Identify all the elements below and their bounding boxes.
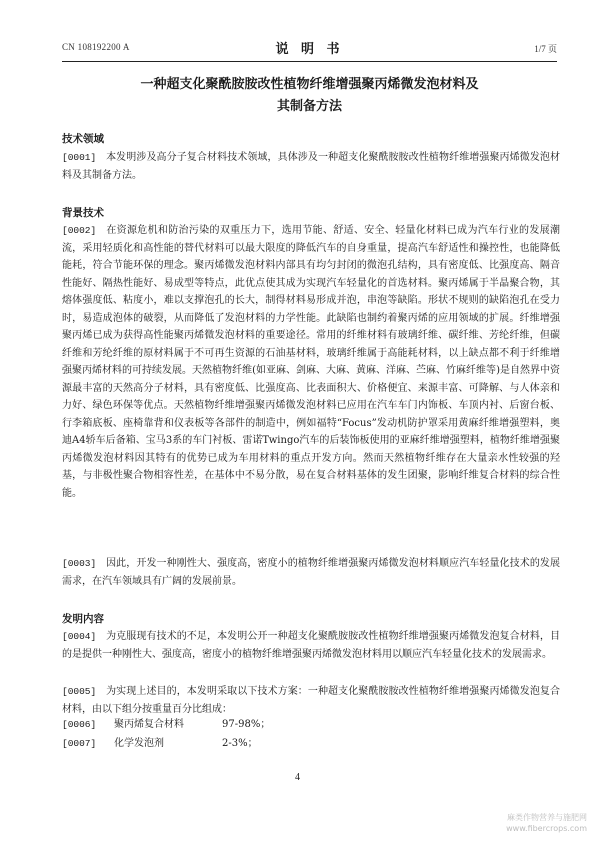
watermark-url: www.fibercrops.com [506, 824, 587, 833]
title-line-2: 其制备方法 [276, 99, 342, 114]
paragraph-text: 在资源危机和防治污染的双重压力下，选用节能、舒适、安全、轻量化材料已成为汽车行业的发展潮流，采用轻质化和高性能的替代材料可以最大限度的降低汽车的自身重量，提高汽车舒适性和操控性，也能降低能耗，符合节能环保的理念。聚丙烯微发泡材料内部具有均匀封闭的微泡孔结构，具有密度低、比强度高、隔音性能好、隔热性能好、易成型等特点，此优点使其成为实现汽车轻量化的首选材料。聚丙烯属于半晶聚合物，其熔体强度低、粘度小，难以支撑泡孔的长大，制得材料易形成并泡，串泡等缺陷。形状不规则的缺陷泡孔在受力时，易造成泡体的破裂，从而降低了发泡材料的力学性能。此缺陷也制约着聚丙烯的应用领域的扩展。纤维增强聚丙烯已成为获得高性能聚丙烯微发泡材料的重要途径。常用的纤维材料有玻璃纤维、碳纤维、芳纶纤维，但碳纤维和芳纶纤维的原材料属于不可再生资源的石油基材料，玻璃纤维属于高能耗材料，以上缺点都不利于纤维增强聚丙烯材料的可持续发展。天然植物纤维(如亚麻、剑麻、大麻、黄麻、洋麻、苎麻、竹麻纤维等)是自然界中资源最丰富的天然高分子材料，具有密度低、比强度高、比表面积大、价格便宜、来源丰富、可降解、与人体亲和力好、绿色环保等优点。天然植物纤维增强聚丙烯微发泡材料已应用在汽车车门内饰板、车顶内衬、后窗台板、行李箱底板、座椅靠背和仪表板等各部件的制造中，例如福特“Focus”发动机防护罩采用黄麻纤维增强塑料，奥迪A4轿车后备箱、宝马3系的车门衬板、雷诺Twingo汽车的后装饰板使用的亚麻纤维增强塑料，植物纤维增强聚丙烯微发泡材料因其特有的优势已成为车用材料的重点开发方向。然而天然植物纤维存在大量亲水性较强的羟基，与非极性聚合物相容性差，在基体中不易分散，易在复合材料基体的发生团聚，影响纤维复合材料的综合性能。 [62, 225, 560, 499]
component-percentage: 2-3%； [222, 738, 258, 749]
paragraph-0002 [62, 222, 560, 502]
paragraph-text: 本发明涉及高分子复合材料技术领域，具体涉及一种超支化聚酰胺胺改性植物纤维增强聚丙烯微发泡材料及其制备方法。 [62, 152, 560, 181]
title-line-1: 一种超支化聚酰胺胺改性植物纤维增强聚丙烯微发泡材料及 [140, 77, 479, 92]
page-number: 4 [295, 772, 300, 783]
paragraph-text: 为克服现有技术的不足，本发明公开一种超支化聚酰胺胺改性植物纤维增强聚丙烯微发泡复合材料，目的是提供一种刚性大、强度高，密度小的植物纤维增强聚丙烯微发泡材料用以顺应汽车轻量化技术的发展需求。 [62, 631, 560, 660]
section-heading-background: 背景技术 [62, 207, 104, 219]
component-percentage: 97-98%； [222, 719, 271, 730]
document-title [62, 74, 557, 118]
paragraph-0004 [62, 628, 560, 663]
paragraph-0007 [62, 735, 258, 753]
paragraph-0005 [62, 683, 560, 718]
paragraph-number: [0002] [62, 225, 97, 236]
paragraph-number: [0006] [62, 719, 97, 730]
paragraph-number: [0001] [62, 152, 97, 163]
component-name: 化学发泡剂 [114, 738, 164, 749]
paragraph-0006 [62, 716, 270, 734]
paragraph-0003 [62, 555, 560, 590]
page-indicator: 1/7 页 [534, 44, 557, 54]
document-type: 说 明 书 [275, 42, 344, 57]
watermark-site-name: 麻类作物营养与施肥网 [507, 813, 587, 822]
patent-number: CN 108192200 A [62, 42, 130, 52]
component-name: 聚丙烯复合材料 [114, 719, 184, 730]
section-heading-tech-field: 技术领域 [62, 133, 104, 145]
paragraph-text: 因此，开发一种刚性大、强度高，密度小的植物纤维增强聚丙烯微发泡材料顺应汽车轻量化技术的发展需求，在汽车领域具有广阔的发展前景。 [62, 558, 560, 587]
paragraph-number: [0007] [62, 738, 97, 749]
paragraph-number: [0004] [62, 631, 97, 642]
paragraph-number: [0003] [62, 558, 97, 569]
section-heading-summary: 发明内容 [62, 613, 104, 625]
paragraph-text: 为实现上述目的，本发明采取以下技术方案：一种超支化聚酰胺胺改性植物纤维增强聚丙烯微发泡复合材料，由以下组分按重量百分比组成： [62, 686, 560, 715]
site-watermark [506, 812, 587, 834]
page-header [62, 38, 557, 60]
header-divider [62, 61, 557, 62]
paragraph-0001 [62, 149, 560, 184]
paragraph-number: [0005] [62, 686, 97, 697]
